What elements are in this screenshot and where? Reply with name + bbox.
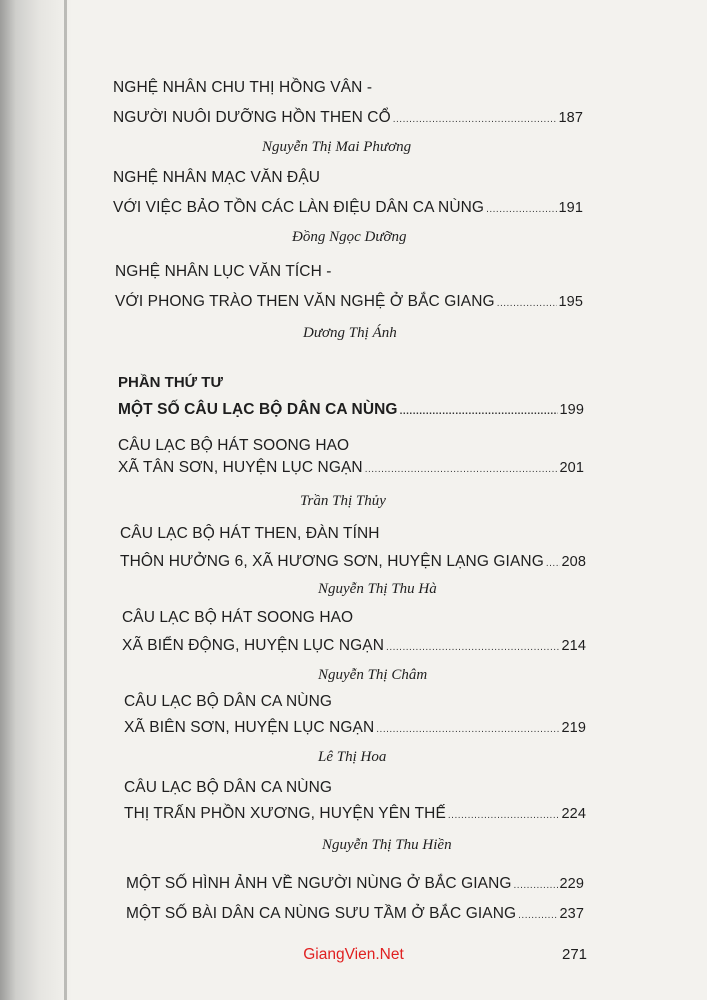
dot-leader [376,718,559,742]
toc-entry-title: MỘT SỐ HÌNH ẢNH VỀ NGƯỜI NÙNG Ở BẮC GIANG [126,875,512,892]
page-number: 214 [561,638,586,654]
toc-entry-title: XÃ BIỂN ĐỘNG, HUYỆN LỤC NGẠN [122,637,385,654]
page-number: 229 [559,876,584,892]
toc-entry-author: Lê Thị Hoa [318,749,387,765]
page-number: 237 [559,906,584,922]
toc-entry-line[interactable] [124,802,586,826]
toc-entry-line[interactable] [124,716,586,740]
dot-leader [448,804,560,828]
dot-leader [393,108,557,132]
part-heading: PHẦN THỨ TƯ [118,374,223,391]
toc-entry-title: THỊ TRẤN PHỒN XƯƠNG, HUYỆN YÊN THẾ [124,805,446,822]
toc-entry-title-line: NGHỆ NHÂN LỤC VĂN TÍCH - [115,263,332,280]
toc-entry-author: Nguyễn Thị Thu Hà [318,581,437,597]
toc-entry-line[interactable] [118,398,584,422]
watermark-text[interactable]: GiangVien.Net [303,946,404,963]
dot-leader [546,552,560,576]
page-number: 224 [561,806,586,822]
toc-entry-line[interactable] [118,456,584,480]
toc-entry-author: Nguyễn Thị Châm [318,667,428,683]
toc-entry-title-line: CÂU LẠC BỘ HÁT SOONG HAO [122,609,354,626]
toc-entry-line[interactable] [126,872,584,896]
toc-entry-line[interactable] [115,290,583,314]
toc-entry-line[interactable] [122,634,586,658]
dot-leader [518,904,557,928]
dot-leader [386,636,559,660]
page-number: 191 [558,200,583,216]
page-number: 208 [561,554,586,570]
toc-entry-line[interactable] [113,106,583,130]
toc-entry-title-line: NGHỆ NHÂN CHU THỊ HỒNG VÂN - [113,79,373,96]
toc-entry-author: Dương Thị Ánh [303,325,397,341]
toc-entry-line[interactable] [126,902,584,926]
page-number: 219 [561,720,586,736]
toc-entry-line[interactable] [113,196,583,220]
toc-entry-title-line: CÂU LẠC BỘ DÂN CA NÙNG [124,693,333,710]
toc-entry-title: VỚI VIỆC BẢO TỒN CÁC LÀN ĐIỆU DÂN CA NÙNG [113,199,485,216]
dot-leader [497,292,557,316]
page-number: 201 [559,460,584,476]
dot-leader [514,874,558,898]
dot-leader [365,458,558,482]
toc-entry-title: NGƯỜI NUÔI DƯỠNG HỒN THEN CỔ [113,109,391,126]
dot-leader [400,400,558,424]
toc-entry-title: XÃ BIÊN SƠN, HUYỆN LỤC NGẠN [124,719,375,736]
page-folio-number: 271 [562,946,588,963]
toc-entry-author: Đồng Ngọc Dưỡng [292,229,407,245]
dot-leader [486,198,556,222]
toc-entry-title-line: CÂU LẠC BỘ HÁT SOONG HAO [118,437,350,454]
toc-entry-title-line: CÂU LẠC BỘ DÂN CA NÙNG [124,779,333,796]
toc-entry-author: Nguyễn Thị Thu Hiền [322,837,452,853]
toc-entry-title: MỘT SỐ BÀI DÂN CA NÙNG SƯU TẦM Ở BẮC GIANG [126,905,517,922]
toc-entry-author: Trần Thị Thủy [300,493,386,509]
page-number: 187 [558,110,583,126]
page-number: 195 [558,294,583,310]
toc-entry-author: Nguyễn Thị Mai Phương [262,139,412,155]
page-number: 199 [559,402,584,418]
toc-entry-title: XÃ TÂN SƠN, HUYỆN LỤC NGẠN [118,459,363,476]
toc-entry-title: THÔN HƯỞNG 6, XÃ HƯƠNG SƠN, HUYỆN LẠNG GIANG [120,553,544,570]
toc-entry-title-line: NGHỆ NHÂN MẠC VĂN ĐẬU [113,169,321,186]
toc-entry-line[interactable] [120,550,586,574]
toc-entry-title: MỘT SỐ CÂU LẠC BỘ DÂN CA NÙNG [118,401,398,418]
toc-entry-title-line: CÂU LẠC BỘ HÁT THEN, ĐÀN TÍNH [120,525,380,542]
toc-entry-title: VỚI PHONG TRÀO THEN VĂN NGHỆ Ở BẮC GIANG [115,293,495,310]
